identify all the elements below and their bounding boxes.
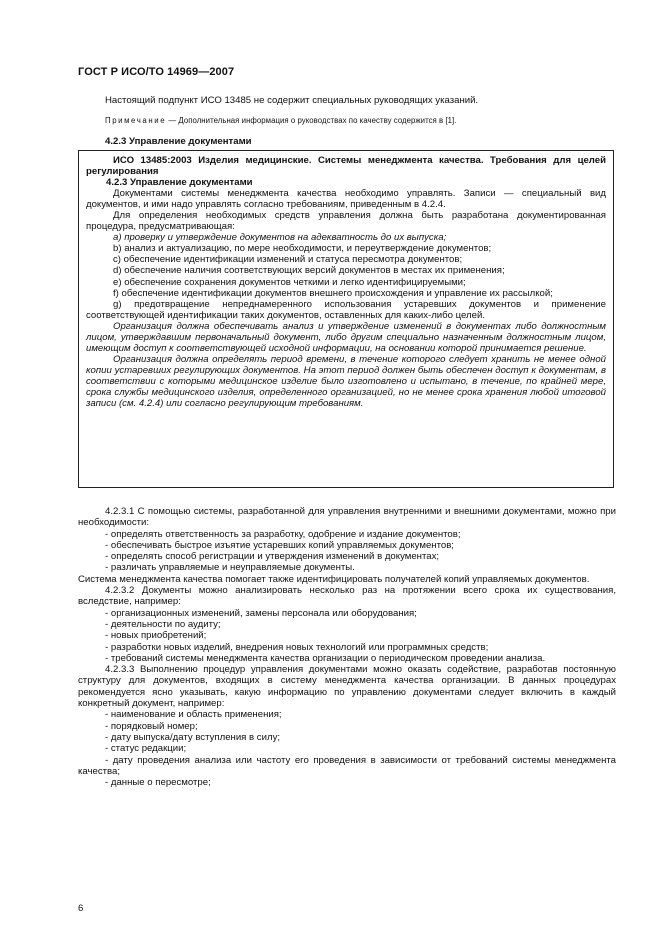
dash-item: - новых приобретений; xyxy=(105,630,207,642)
dash-item: - дату выпуска/дату вступления в силу; xyxy=(105,731,281,743)
box-list-item: f) обеспечение идентификации документов внешнего происхождения и управление их рассылкой; xyxy=(113,287,553,299)
dash-item: - различать управляемые и неуправляемые документы. xyxy=(105,562,355,574)
box-list-item: c) обеспечение идентификации изменений и статуса пересмотра документов; xyxy=(113,254,463,266)
clause-paragraph: 4.2.3.3 Выполнению процедур управления документами можно оказать содействие, разработав постоянную структуру для документов, входящих в систему менеджмента качества организации. В данных процедурах рекомендуется ясно указывать, какую информацию по управлению документами следует включить в каждый конкретный документ, например: xyxy=(78,664,616,710)
intro-paragraph: Настоящий подпункт ИСО 13485 не содержит специальных руководящих указаний. xyxy=(105,95,479,106)
dash-item: - деятельности по аудиту; xyxy=(105,618,221,630)
clause-paragraph: 4.2.3.1 С помощью системы, разработанной для управления внутренними и внешними документами, можно при необходимости: xyxy=(78,506,616,529)
dash-item: - данные о пересмотре; xyxy=(105,777,211,789)
dash-item: - определять способ регистрации и утверждения изменений в документах; xyxy=(105,551,440,563)
dash-item: - разработки новых изделий, внедрения новых технологий или программных средств; xyxy=(105,641,489,653)
section-heading: 4.2.3 Управление документами xyxy=(105,135,252,147)
box-list-item: b) анализ и актуализацию, по мере необходимости, и переутверждение документов; xyxy=(113,243,492,255)
dash-item: - порядковый номер; xyxy=(105,720,198,732)
note-label: Примечание xyxy=(105,116,167,126)
note-text: — Дополнительная информация о руководствах по качеству содержится в [1]. xyxy=(166,116,457,126)
standard-quote-box xyxy=(78,150,614,488)
clause-tail-paragraph: Система менеджмента качества помогает также идентифицировать получателей копий управляемых документов. xyxy=(78,573,590,585)
box-italic-paragraph: Организация должна определять период времени, в течение которого следует хранить не менее одной копии устаревших регулирующих документов. На этот период должен быть обеспечен доступ к документам, в соответствии с которыми медицинское изделие было изготовлено и испытано, в течение, по крайней мере, срока службы медицинского изделия, определенного организацией, но не менее срока хранения любой итоговой записи (см. 4.2.4) или согласно регулирующим требованиям. xyxy=(86,353,606,410)
document-header: ГОСТ Р ИСО/ТО 14969—2007 xyxy=(78,66,235,78)
box-paragraph: Для определения необходимых средств управления должна быть разработана документированная процедура, предусматривающая: xyxy=(86,210,606,233)
box-list-item: a) проверку и утверждение документов на адекватность до их выпуска; xyxy=(113,232,447,244)
page-number: 6 xyxy=(78,903,84,914)
clause-paragraph: 4.2.3.2 Документы можно анализировать несколько раз на протяжении всего срока их существования, вследствие, например: xyxy=(78,585,616,608)
box-list-item: d) обеспечение наличия соответствующих версий документов в местах их применения; xyxy=(113,265,505,277)
dash-item: - требований системы менеджмента качества организации о периодическом проведении анализа. xyxy=(105,652,546,664)
box-list-item: g) предотвращение непреднамеренного использования устаревших документов и применение соответствующей идентификации таких документов, оставленных для каких-либо целей. xyxy=(86,298,606,321)
dash-item: - статус редакции; xyxy=(105,743,187,755)
dash-item: - организационных изменений, замены персонала или оборудования; xyxy=(105,607,417,619)
box-paragraph: Документами системы менеджмента качества необходимо управлять. Записи — специальный вид документов, и ими надо управлять согласно требованиям, приведенным в 4.2.4. xyxy=(86,188,606,211)
dash-item: - обеспечивать быстрое изъятие устаревших копий управляемых документов; xyxy=(105,539,454,551)
body-section xyxy=(78,506,616,788)
dash-item-wrapped: - дату проведения анализа или частоту его проведения в зависимости от требований системы менеджмента качества; xyxy=(78,754,616,777)
box-subheading: 4.2.3 Управление документами xyxy=(106,177,253,189)
box-list-item: e) обеспечение сохранения документов четкими и легко идентифицируемыми; xyxy=(113,276,466,288)
box-title: ИСО 13485:2003 Изделия медицинские. Системы менеджмента качества. Требования для целей регулирования xyxy=(86,155,606,178)
box-italic-paragraph: Организация должна обеспечивать анализ и утверждение изменений в документах либо должностным лицом, утверждавшим первоначальный документ, либо другим специально назначенным должностным лицом, имеющим доступ к соответствующей исходной информации, на основании которой принимается решение. xyxy=(86,320,606,354)
dash-item: - наименование и область применения; xyxy=(105,709,282,721)
note-paragraph xyxy=(78,115,616,126)
dash-item: - определять ответственность за разработку, одобрение и издание документов; xyxy=(105,528,461,540)
intro-section xyxy=(78,95,616,156)
